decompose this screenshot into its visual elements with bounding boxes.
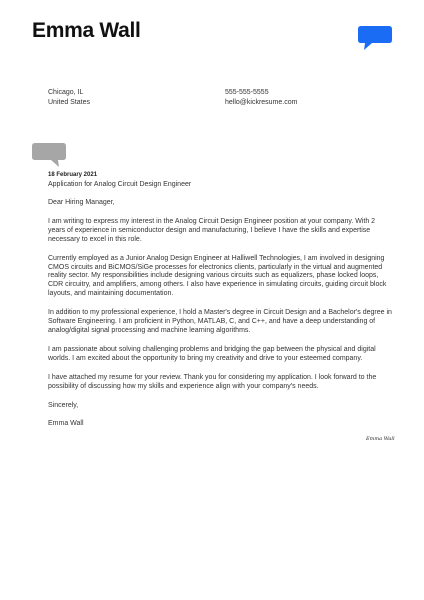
country-text: United States — [48, 98, 91, 106]
closing-name: Emma Wall — [48, 420, 84, 428]
address-block — [48, 88, 90, 107]
city-text: Chicago, IL — [48, 89, 84, 96]
speech-bubble-icon — [32, 143, 66, 167]
letter-subject: Application for Analog Circuit Design Engineer — [48, 181, 192, 188]
letter-date: 18 February 2021 — [48, 172, 98, 178]
body-paragraph: I am writing to express my interest in the Analog Circuit Design Engineer position at your company. With 2 years of experience in semiconductor design and manufacturing, I believe I have the skills and expertise necessary to excel in this role. — [48, 217, 376, 243]
body-paragraph: I have attached my resume for your review. Thank you for considering my application. I look forward to the possibility of discussing how my skills and experience align with your company's needs. — [48, 373, 377, 390]
greeting: Dear Hiring Manager, — [48, 199, 115, 206]
signature: Emma Wall — [366, 436, 395, 442]
contact-block — [225, 88, 297, 107]
closing: Sincerely, — [48, 401, 79, 409]
letter-body — [48, 199, 393, 439]
speech-bubble-icon — [358, 26, 392, 50]
body-paragraph: In addition to my professional experience, I hold a Master's degree in Circuit Design and a Bachelor's degree in Software Engineering. I am proficient in Python, MATLAB, C, and C++, and have a deep understanding of analog/digital signal processing and machine learning algorithms. — [48, 309, 392, 334]
body-paragraph: I am passionate about solving challenging problems and bridging the gap between the physical and digital worlds. I am excited about the opportunity to bring my creativity and drive to your esteemed company. — [48, 345, 376, 362]
phone-text: 555-555-5555 — [225, 89, 269, 96]
body-paragraph: Currently employed as a Junior Analog Design Engineer at Halliwell Technologies, I am involved in designing CMOS circuits and BiCMOS/SiGe processes for electronics clients, particularly in the virtual and augmented reality sector. My responsibilities include designing various circuits such as equalizers, phase locked loops, CDR circuitry, and amplifiers, among others. I also have experience in simulating circuits, guiding circuit block layouts, and maintaining documentation. — [48, 254, 387, 298]
email-text: hello@kickresume.com — [225, 98, 298, 106]
applicant-name: Emma Wall — [32, 19, 141, 42]
